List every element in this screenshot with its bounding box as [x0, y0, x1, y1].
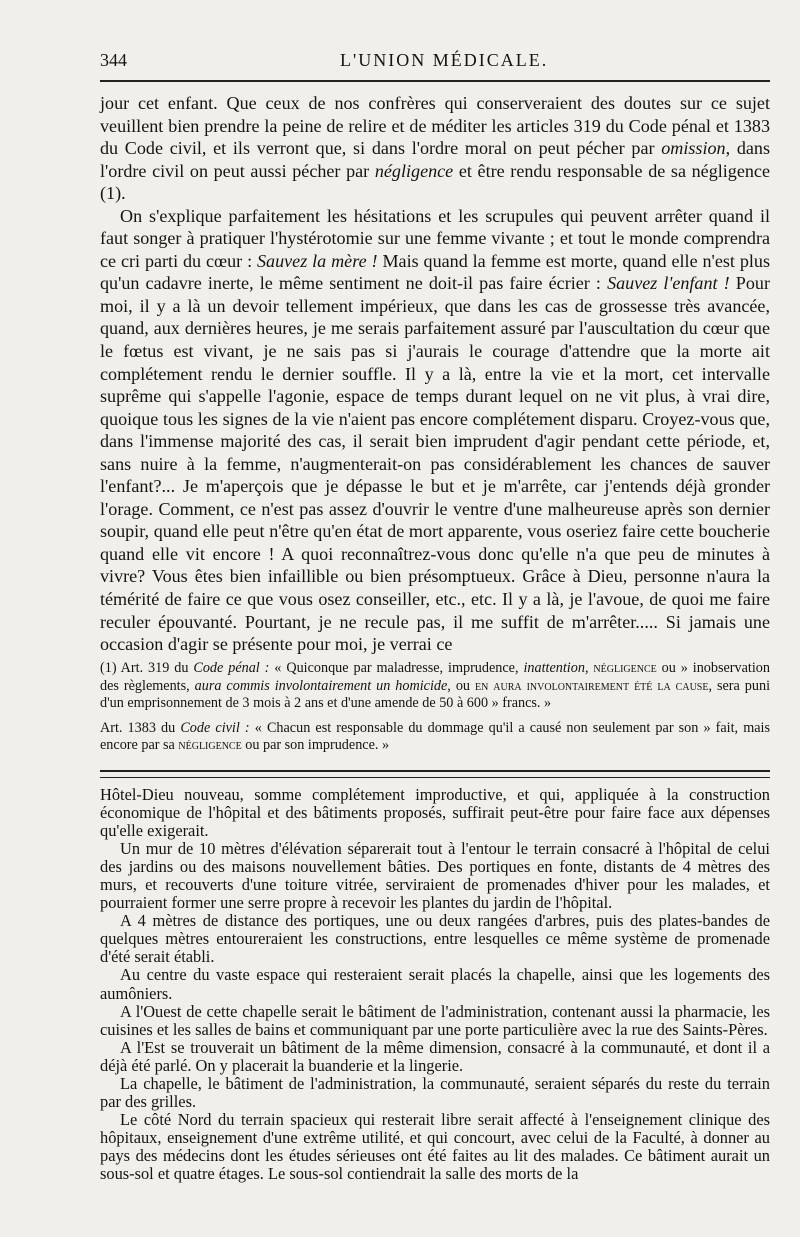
text-run: , sera puni d'un emprisonnement de 3 mois à 2 ans et d'une amende de 50 à 600 » francs. »	[100, 677, 771, 712]
article-paragraph: A l'Ouest de cette chapelle serait le bâtiment de l'administration, contenant aussi la pharmacie, les cuisines et les salles de bains et communiquant par une porte particulière avec la rue des Saints-Pères.	[100, 1001, 770, 1039]
text-run: , dans l'ordre civil on peut aussi pécher par	[100, 138, 770, 181]
emphasis: Sauvez l'enfant !	[607, 273, 730, 294]
main-paragraph-1	[100, 92, 770, 205]
text-run: ou par son imprudence. »	[241, 737, 390, 754]
emphasis: Code pénal :	[193, 660, 270, 676]
second-article	[100, 786, 770, 1183]
page-header	[100, 50, 770, 80]
text-run: et être rendu responsable de sa négligence (1).	[100, 160, 770, 204]
text-run: , ou	[447, 677, 475, 694]
text-run: jour cet enfant. Que ceux de nos confrères qui conserveraient des doutes sur ce sujet veuillent bien prendre la peine de relire et de méditer les articles 319 du Code pénal et 1383 du Code civil, et ils verront que, si dans l'ordre moral on peut pécher par	[100, 93, 770, 159]
emphasis: aura commis involontairement un homicide	[194, 677, 448, 694]
section-divider	[100, 770, 770, 778]
small-caps: négligence	[178, 737, 242, 754]
article-paragraph: Le côté Nord du terrain spacieux qui resterait libre serait affecté à l'enseignement clinique des hôpitaux, enseignement d'une extrême utilité, et qui concourt, avec celui de la Faculté, à donner au pays des médecins dont les études sérieuses ont été faites au lit des malades. Ce bâtiment aurait un sous-sol et quatre étages. Le sous-sol contiendrait la salle des morts de la	[100, 1109, 770, 1183]
text-run: On s'explique parfaitement les hésitations et les scrupules qui peuvent arrêter quand il faut songer à pratiquer l'hystérotomie sur une femme vivante ; et tout le monde comprendra ce cri parti du cœur :	[100, 205, 770, 271]
emphasis: Code civil :	[180, 719, 250, 736]
text-run: « Chacun est responsable du dommage qu'il a causé non seulement par son » fait, mais encore par sa	[100, 719, 771, 754]
text-run: (1) Art. 319 du	[100, 660, 194, 676]
main-paragraph-2	[100, 205, 770, 656]
text-run: Pour moi, il y a là un devoir tellement impérieux, que dans les cas de grossesse très avancée, quand, aux dernières heures, je me serais parfaitement assuré par l'auscultation du cœur que le fœtus est vivant, je ne sais pas si j'aurais le courage d'attendre que la morte ait complétement rendu le dernier souffle. Il y a là, entre la vie et la mort, cet intervalle suprême qui s'appelle l'agonie, espace de temps durant lequel on ne vit plus, à vrai dire, quoique tous les signes de la vie n'aient pas encore complétement disparu. Croyez-vous que, dans l'immense majorité des cas, il serait bien imprudent d'agir pendant cette période, et, sans nuire à la femme, n'augmenterait-on pas considérablement les chances de sauver l'enfant?... Je m'aperçois que je dépasse le but et je m'arrête, car j'entends déjà gronder l'orage. Comment, ce n'est pas assez d'ouvrir le ventre d'une malheureuse après son dernier soupir, quand elle peut n'être qu'en état de mort apparente, vous oseriez faire cette boucherie quand elle vit encore ! A quoi reconnaîtrez-vous donc qu'elle n'a que peu de minutes à vivre? Vous êtes bien infaillible ou bien présomptueux. Grâce à Dieu, personne n'aura la témérité de faire ce que vous osez conseiller, etc., etc. Il y a là, je l'avoue, de quoi me faire reculer épouvanté. Pourtant, je ne recule pas, il me suffit de m'arrêter..... Si jamais une occasion d'agir se présente pour moi, je verrai ce	[100, 273, 770, 655]
footnote-1	[100, 660, 770, 713]
small-caps: négligence	[593, 660, 657, 676]
text-run: « Quiconque par maladresse, imprudence,	[269, 660, 524, 676]
text-run: ,	[584, 660, 594, 676]
article-paragraph: La chapelle, le bâtiment de l'administration, la communauté, seraient séparés du reste du terrain par des grilles.	[100, 1073, 770, 1111]
emphasis: omission	[661, 138, 726, 159]
article-paragraph: Au centre du vaste espace qui resteraient serait placés la chapelle, ainsi que les logements des aumôniers.	[100, 965, 770, 1003]
text-run: Mais quand la femme est morte, quand elle n'est plus qu'un cadavre inerte, le même sentiment ne doit-il pas faire écrier :	[100, 250, 770, 294]
page-number: 344	[100, 50, 127, 70]
text-run: ou » inobservation des règlements,	[100, 660, 770, 694]
article-paragraph: A l'Est se trouverait un bâtiment de la même dimension, consacré à la communauté, et dont il a déjà été parlé. On y placerait la buanderie et la lingerie.	[100, 1037, 770, 1075]
header-rule	[100, 80, 770, 82]
footnotes	[100, 660, 770, 755]
main-article	[100, 92, 770, 656]
emphasis: négligence	[374, 160, 454, 181]
emphasis: Sauvez la mère !	[257, 250, 378, 271]
article-paragraph: A 4 mètres de distance des portiques, une ou deux rangées d'arbres, puis des plates-bandes de quelques mètres entoureraient les constructions, entre lesquelles ce même système de promenade d'été serait établi.	[100, 911, 770, 967]
article-paragraph: Hôtel-Dieu nouveau, somme complétement improductive, et qui, appliquée à la construction économique de l'hôpital et des bâtiments proposés, suffirait peut-être pour faire face aux dépenses qu'elle exigerait.	[100, 785, 770, 841]
footnote-2	[100, 720, 770, 755]
small-caps: en aura involontairement été la cause	[474, 677, 709, 694]
article-paragraph: Un mur de 10 mètres d'élévation séparerait tout à l'entour le terrain consacré à l'hôpital de celui des jardins ou des maisons nouvellement bâties. Des portiques en fonte, distants de 4 mètres des murs, et recouverts d'une toiture vitrée, serviraient de promenades d'hiver pour les malades, et pourraient former une serre propre à recevoir les plantes du jardin de l'hôpital.	[100, 839, 770, 913]
text-run: Art. 1383 du	[100, 719, 181, 736]
running-title: L'UNION MÉDICALE.	[340, 50, 549, 70]
emphasis: inattention	[523, 660, 585, 676]
